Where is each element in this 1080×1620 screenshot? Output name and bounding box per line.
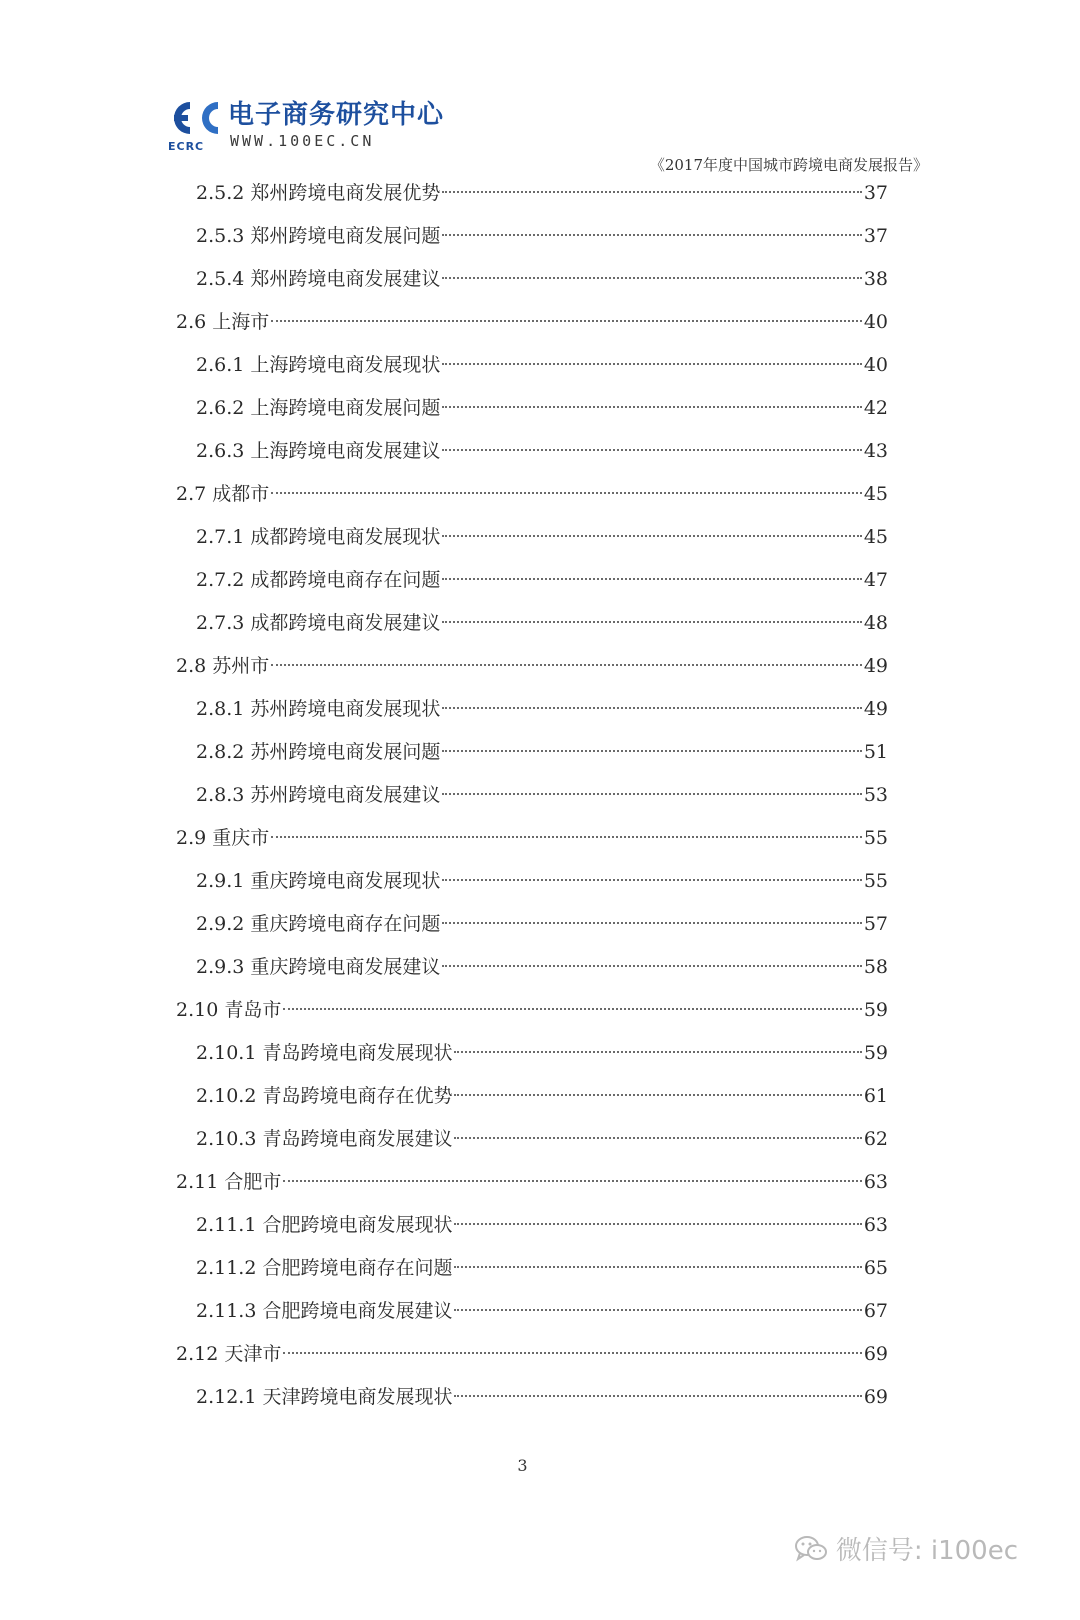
toc-entry-page: 45 <box>863 526 888 548</box>
toc-entry <box>176 731 888 774</box>
page-number: 3 <box>517 1456 528 1475</box>
toc-dot-leader <box>442 879 861 881</box>
toc-dot-leader <box>271 320 862 322</box>
page-header <box>168 92 928 172</box>
toc-entry-page: 49 <box>863 698 888 720</box>
toc-entry <box>176 688 888 731</box>
toc-dot-leader <box>442 922 861 924</box>
toc-entry-label: 2.9.1 重庆跨境电商发展现状 <box>196 870 441 892</box>
toc-entry <box>176 1290 888 1333</box>
toc-entry <box>176 903 888 946</box>
toc-dot-leader <box>271 492 862 494</box>
toc-entry-label: 2.6.3 上海跨境电商发展建议 <box>196 440 441 462</box>
toc-entry-page: 40 <box>863 311 888 333</box>
toc-entry <box>176 1118 888 1161</box>
toc-entry-page: 47 <box>863 569 888 591</box>
toc-entry-page: 58 <box>863 956 888 978</box>
toc-entry-page: 38 <box>863 268 888 290</box>
toc-entry <box>176 258 888 301</box>
wechat-watermark <box>794 1530 1018 1567</box>
toc-entry-page: 48 <box>863 612 888 634</box>
toc-entry-page: 63 <box>863 1171 888 1193</box>
wechat-icon <box>794 1535 828 1563</box>
toc-entry-label: 2.11 合肥市 <box>176 1171 282 1193</box>
toc-entry-label: 2.11.3 合肥跨境电商发展建议 <box>196 1300 453 1322</box>
toc-entry-page: 49 <box>863 655 888 677</box>
toc-entry-page: 53 <box>863 784 888 806</box>
toc-entry-label: 2.8.2 苏州跨境电商发展问题 <box>196 741 441 763</box>
toc-entry-label: 2.5.2 郑州跨境电商发展优势 <box>196 182 441 204</box>
toc-entry-label: 2.5.4 郑州跨境电商发展建议 <box>196 268 441 290</box>
toc-dot-leader <box>454 1223 861 1225</box>
toc-entry-page: 51 <box>863 741 888 763</box>
toc-entry-page: 63 <box>863 1214 888 1236</box>
toc-entry <box>176 516 888 559</box>
toc-entry <box>176 344 888 387</box>
toc-dot-leader <box>283 1180 861 1182</box>
toc-entry-label: 2.12.1 天津跨境电商发展现状 <box>196 1386 453 1408</box>
toc-dot-leader <box>283 1008 861 1010</box>
toc-entry <box>176 172 888 215</box>
toc-dot-leader <box>271 664 862 666</box>
toc-dot-leader <box>442 621 861 623</box>
toc-entry-page: 59 <box>863 1042 888 1064</box>
toc-entry-label: 2.11.1 合肥跨境电商发展现状 <box>196 1214 453 1236</box>
toc-dot-leader <box>442 406 861 408</box>
toc-entry <box>176 430 888 473</box>
toc-entry-label: 2.7.3 成都跨境电商发展建议 <box>196 612 441 634</box>
toc-entry-page: 55 <box>863 827 888 849</box>
toc-dot-leader <box>454 1309 861 1311</box>
toc-entry-page: 67 <box>863 1300 888 1322</box>
toc-entry <box>176 1376 888 1419</box>
toc-dot-leader <box>442 750 861 752</box>
toc-entry-page: 65 <box>863 1257 888 1279</box>
toc-entry-label: 2.7.1 成都跨境电商发展现状 <box>196 526 441 548</box>
toc-entry-label: 2.10.2 青岛跨境电商存在优势 <box>196 1085 453 1107</box>
toc-entry-page: 45 <box>863 483 888 505</box>
toc-entry-page: 43 <box>863 440 888 462</box>
toc-entry-label: 2.10.3 青岛跨境电商发展建议 <box>196 1128 453 1150</box>
toc-entry-page: 69 <box>863 1386 888 1408</box>
toc-entry <box>176 1247 888 1290</box>
toc-entry <box>176 559 888 602</box>
toc-entry-label: 2.9 重庆市 <box>176 827 270 849</box>
toc-dot-leader <box>454 1395 861 1397</box>
logo-name: 电子商务研究中心 <box>228 100 445 130</box>
toc-entry-page: 62 <box>863 1128 888 1150</box>
toc-entry <box>176 602 888 645</box>
toc-entry-label: 2.11.2 合肥跨境电商存在问题 <box>196 1257 453 1279</box>
toc-entry <box>176 989 888 1032</box>
toc-entry-label: 2.8.1 苏州跨境电商发展现状 <box>196 698 441 720</box>
toc-entry-page: 59 <box>863 999 888 1021</box>
toc-entry-page: 69 <box>863 1343 888 1365</box>
toc-dot-leader <box>454 1094 861 1096</box>
toc-entry-page: 37 <box>863 225 888 247</box>
toc-entry-label: 2.10 青岛市 <box>176 999 282 1021</box>
toc-entry <box>176 1204 888 1247</box>
toc-dot-leader <box>442 535 861 537</box>
toc-entry <box>176 1333 888 1376</box>
toc-dot-leader <box>442 707 861 709</box>
toc-entry-label: 2.6.1 上海跨境电商发展现状 <box>196 354 441 376</box>
toc-dot-leader <box>283 1352 861 1354</box>
toc-entry <box>176 860 888 903</box>
toc-entry <box>176 301 888 344</box>
toc-entry <box>176 817 888 860</box>
report-title: 《2017年度中国城市跨境电商发展报告》 <box>649 156 928 174</box>
logo-abbreviation: ECRC <box>168 140 205 153</box>
toc-entry-page: 55 <box>863 870 888 892</box>
toc-dot-leader <box>442 363 861 365</box>
toc-dot-leader <box>442 965 861 967</box>
toc-dot-leader <box>442 191 861 193</box>
table-of-contents <box>176 172 888 1419</box>
toc-entry-label: 2.8.3 苏州跨境电商发展建议 <box>196 784 441 806</box>
toc-entry <box>176 1161 888 1204</box>
toc-entry <box>176 387 888 430</box>
toc-entry-page: 37 <box>863 182 888 204</box>
toc-dot-leader <box>454 1137 861 1139</box>
toc-entry <box>176 473 888 516</box>
toc-entry-page: 40 <box>863 354 888 376</box>
toc-entry <box>176 946 888 989</box>
toc-entry-label: 2.9.3 重庆跨境电商发展建议 <box>196 956 441 978</box>
toc-entry-label: 2.9.2 重庆跨境电商存在问题 <box>196 913 441 935</box>
toc-entry-label: 2.8 苏州市 <box>176 655 270 677</box>
toc-entry-label: 2.6.2 上海跨境电商发展问题 <box>196 397 441 419</box>
ecrc-logo-icon <box>168 98 224 138</box>
toc-entry <box>176 774 888 817</box>
logo-url: WWW.100EC.CN <box>230 132 375 150</box>
toc-entry <box>176 215 888 258</box>
toc-dot-leader <box>442 449 861 451</box>
toc-entry-label: 2.7.2 成都跨境电商存在问题 <box>196 569 441 591</box>
toc-dot-leader <box>442 793 861 795</box>
toc-entry-page: 57 <box>863 913 888 935</box>
toc-dot-leader <box>454 1051 861 1053</box>
watermark-text: 微信号: i100ec <box>835 1536 1018 1566</box>
toc-entry-page: 61 <box>863 1085 888 1107</box>
toc-dot-leader <box>454 1266 861 1268</box>
toc-entry-label: 2.5.3 郑州跨境电商发展问题 <box>196 225 441 247</box>
toc-entry <box>176 645 888 688</box>
toc-entry <box>176 1032 888 1075</box>
toc-entry-label: 2.6 上海市 <box>176 311 270 333</box>
toc-entry-label: 2.7 成都市 <box>176 483 270 505</box>
toc-dot-leader <box>442 578 861 580</box>
toc-entry-label: 2.10.1 青岛跨境电商发展现状 <box>196 1042 453 1064</box>
toc-entry-page: 42 <box>863 397 888 419</box>
toc-dot-leader <box>442 234 861 236</box>
toc-dot-leader <box>442 277 861 279</box>
toc-entry-label: 2.12 天津市 <box>176 1343 282 1365</box>
toc-entry <box>176 1075 888 1118</box>
toc-dot-leader <box>271 836 862 838</box>
